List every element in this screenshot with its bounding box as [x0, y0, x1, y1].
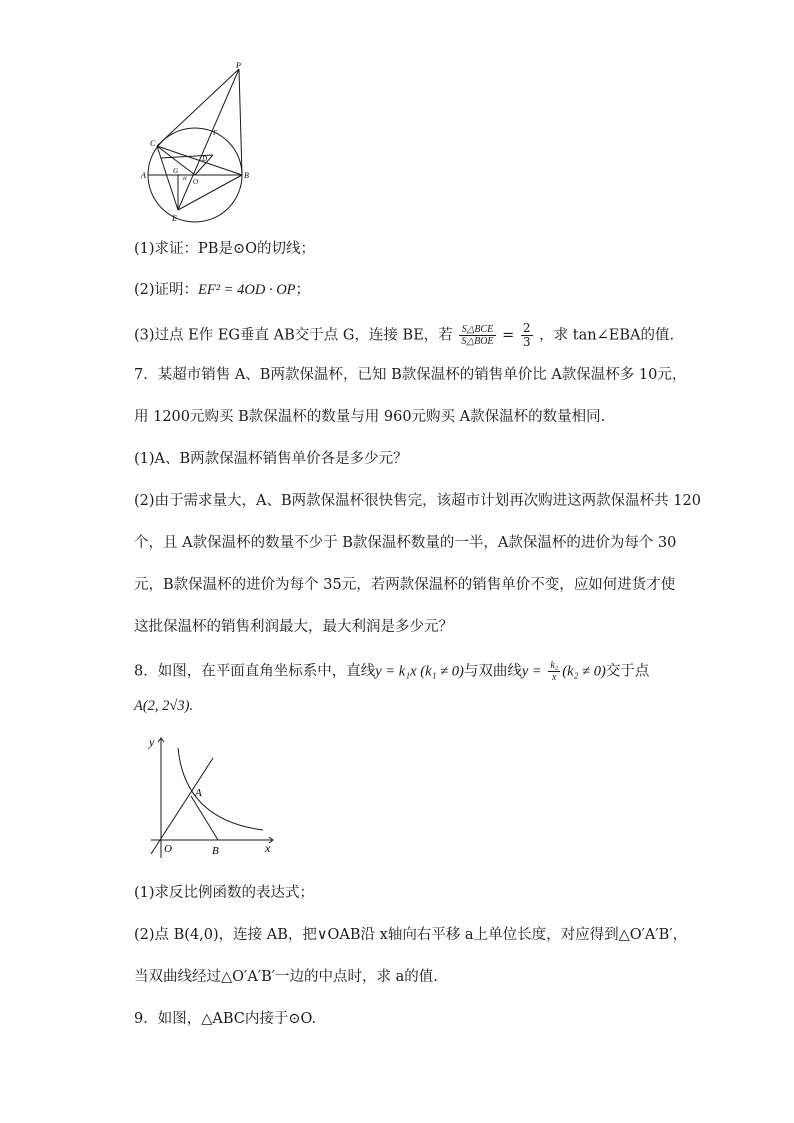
- q8-line1-suffix: 交于点: [605, 663, 650, 680]
- q7-part2-line1: (2)由于需求量大，A、B两款保温杯很快售完，该超市计划再次购进这两款保温杯共 120: [134, 493, 701, 509]
- ratio-value-denominator: 3: [522, 335, 531, 349]
- q6-part2-formula: EF² = 4OD · OP: [198, 282, 296, 298]
- label-C: C: [150, 139, 156, 148]
- q6-part2-suffix: ；: [295, 282, 311, 298]
- point-A-coordinates: A(2, 2√3).: [134, 698, 194, 714]
- q7-line2: 用 1200元购买 B款保温杯的数量与用 960元购买 A款保温杯的数量相同.: [134, 409, 606, 425]
- x-axis-label: x: [265, 841, 271, 855]
- q8-part2-line1: (2)点 B(4,0)，连接 AB，把∨OAB沿 x轴向右平移 a上单位长度，对应得到△O′A′B′，: [134, 927, 688, 943]
- point-A-label: A: [195, 787, 202, 799]
- hyperbola-condition: (k₂ ≠ 0): [562, 663, 606, 680]
- label-G: G: [173, 167, 179, 175]
- q8-line1: [134, 660, 649, 683]
- ratio-value-fraction: [521, 322, 533, 349]
- label-D: D: [202, 155, 208, 163]
- point-B-label: B: [212, 845, 219, 857]
- q7-line1: 7．某超市销售 A、B两款保温杯，已知 B款保温杯的销售单价比 A款保温杯多 10元，: [134, 367, 687, 383]
- q8-part1: (1)求反比例函数的表达式；: [134, 885, 315, 901]
- q6-part3-prefix: (3)过点 E作 EG垂直 AB交于点 G，连接 BE，若: [134, 327, 453, 344]
- q7-part2-line2: 个，且 A款保温杯的数量不少于 B款保温杯数量的一半，A款保温杯的进价为每个 30: [134, 535, 677, 551]
- label-H: H: [183, 177, 187, 182]
- area-ratio-numerator: S△BCE: [459, 324, 495, 336]
- q6-part2-prefix: (2)证明：: [134, 282, 199, 298]
- area-ratio-denominator: S△BOE: [461, 336, 494, 347]
- hyperbola-numerator: k₂: [550, 660, 559, 671]
- label-E: E: [172, 214, 177, 223]
- hyperbola-fraction: [548, 660, 560, 683]
- label-F: F: [213, 129, 218, 137]
- q6-part1: (1)求证：PB是⊙O的切线；: [134, 241, 315, 257]
- line-equation: y = k₁x (k₁ ≠ 0): [375, 663, 464, 680]
- origin-label: O: [164, 843, 172, 855]
- geometry-figure-circle: [138, 60, 253, 225]
- q8-line1-prefix: 8．如图，在平面直角坐标系中，直线: [134, 663, 376, 680]
- q6-part3-suffix: ，求 tan∠EBA的值.: [539, 327, 675, 344]
- label-B: B: [244, 171, 249, 180]
- q6-part2: [134, 281, 310, 299]
- label-O: O: [193, 178, 199, 186]
- ratio-value-numerator: 2: [522, 321, 531, 335]
- q7-part2-line4: 这批保温杯的销售利润最大，最大利润是多少元？: [134, 619, 453, 635]
- hyperbola-denominator: x: [552, 672, 557, 683]
- label-A: A: [141, 171, 146, 180]
- q7-part1: (1)A、B两款保温杯销售单价各是多少元？: [134, 451, 408, 467]
- q9-line1: 9．如图，△ABC内接于⊙O.: [134, 1011, 317, 1027]
- q6-part3: [134, 322, 674, 349]
- q6-part3-eq: =: [502, 327, 515, 344]
- label-P: P: [236, 61, 241, 70]
- q8-part2-line2: 当双曲线经过△O′A′B′一边的中点时，求 a的值.: [134, 969, 438, 985]
- q8-line1-mid: 与双曲线: [463, 663, 522, 680]
- y-axis-label: y: [149, 735, 155, 749]
- q7-part2-line3: 元，B款保温杯的进价为每个 35元，若两款保温杯的销售单价不变，应如何进货才使: [134, 577, 676, 593]
- area-ratio-fraction: [459, 324, 495, 347]
- coordinate-plane-figure: [145, 730, 280, 860]
- hyperbola-lhs: y =: [521, 663, 542, 680]
